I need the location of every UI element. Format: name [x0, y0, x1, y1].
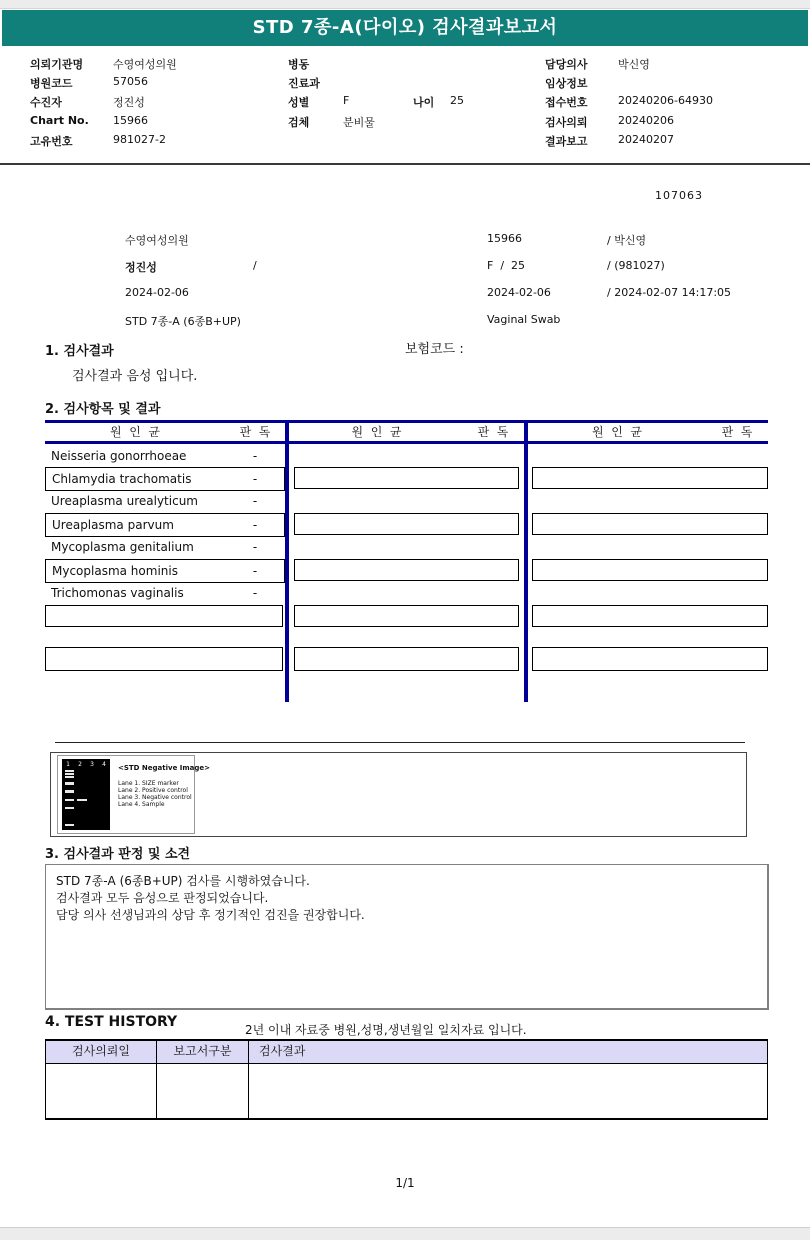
- history-header-result: 검사결과: [259, 1044, 306, 1058]
- comment-line: STD 7종-A (6종B+UP) 검사를 시행하였습니다.: [56, 874, 310, 888]
- gel-band: [65, 790, 74, 793]
- label-hospital-code: 병원코드: [30, 77, 73, 90]
- pathogen-name: Neisseria gonorrhoeae: [51, 449, 187, 463]
- history-cell: [157, 1064, 249, 1118]
- section1-result-text: 검사결과 음성 입니다.: [72, 369, 198, 384]
- lane-number: 2: [78, 761, 82, 768]
- history-note: 2년 이내 자료중 병원,성명,생년월일 일치자료 입니다.: [245, 1023, 527, 1037]
- summary-receipt-date: 2024-02-06: [487, 286, 551, 299]
- summary-birth: / (981027): [607, 259, 665, 272]
- gel-band: [65, 807, 74, 809]
- result-table: [45, 420, 768, 712]
- summary-name-slash: /: [253, 259, 257, 272]
- summary-test-name: STD 7종-A (6종B+UP): [125, 315, 241, 328]
- empty-result-box: [532, 605, 768, 627]
- gel-image-frame: [57, 755, 211, 834]
- gel-legend-line: Lane 1. SIZE marker: [118, 780, 179, 787]
- gel-band: [65, 776, 74, 778]
- value-doctor: 박신영: [618, 58, 650, 71]
- value-hospital-code: 57056: [113, 75, 148, 88]
- empty-result-box: [294, 605, 519, 627]
- gel-band: [65, 799, 74, 801]
- pathogen-result: -: [252, 540, 258, 554]
- col2-header-pathogen: 원 인 균: [351, 425, 402, 439]
- table-top-line: [45, 420, 768, 423]
- history-header-row: [45, 1039, 768, 1064]
- pathogen-name: Mycoplasma hominis: [52, 564, 178, 578]
- gel-legend-line: Lane 4. Sample: [118, 801, 165, 808]
- label-age: 나이: [413, 96, 435, 109]
- table-divider-1: [285, 420, 289, 702]
- comment-box: [45, 864, 769, 1010]
- header-separator: [0, 163, 810, 165]
- summary-doctor: / 박신영: [607, 234, 647, 247]
- pathogen-result: -: [252, 494, 258, 508]
- lane-number: 3: [90, 761, 94, 768]
- insurance-code-label: 보험코드 :: [405, 342, 464, 357]
- empty-result-box: [294, 467, 519, 489]
- value-receipt-no: 20240206-64930: [618, 94, 713, 107]
- doc-number: 107063: [655, 189, 703, 202]
- pathogen-result: -: [252, 449, 258, 463]
- pathogen-row: [45, 536, 285, 558]
- table-divider-2: [524, 420, 528, 702]
- label-sex: 성별: [288, 96, 310, 109]
- pathogen-name: Trichomonas vaginalis: [51, 586, 184, 600]
- gel-legend-line: Lane 2. Positive control: [118, 787, 188, 794]
- history-cell: [249, 1064, 767, 1118]
- summary-patient-name: 정진성: [125, 261, 157, 274]
- value-chart-no: 15966: [113, 114, 148, 127]
- label-chart-no: Chart No.: [30, 114, 89, 127]
- pathogen-name: Ureaplasma parvum: [52, 518, 174, 532]
- history-table: [45, 1039, 768, 1119]
- pathogen-row: [45, 513, 285, 537]
- pathogen-row: [45, 559, 285, 583]
- pathogen-row: [45, 467, 285, 491]
- pathogen-row: [45, 445, 285, 467]
- pathogen-name: Chlamydia trachomatis: [52, 472, 192, 486]
- summary-specimen: Vaginal Swab: [487, 313, 561, 326]
- history-cell: [46, 1064, 157, 1118]
- summary-sex-age: F / 25: [487, 259, 526, 272]
- history-empty-row: [45, 1064, 768, 1120]
- empty-result-box: [532, 559, 768, 581]
- comment-line: 담당 의사 선생님과의 상담 후 정기적인 검진을 권장합니다.: [56, 908, 365, 922]
- report-title: STD 7종-A(다이오) 검사결과보고서: [252, 17, 558, 38]
- empty-result-box: [532, 467, 768, 489]
- gel-legend-line: Lane 3. Negative control: [118, 794, 192, 801]
- pathogen-result: -: [252, 564, 258, 578]
- label-specimen: 검체: [288, 116, 310, 129]
- value-age: 25: [450, 94, 464, 107]
- empty-result-box: [294, 647, 519, 671]
- label-receipt-no: 접수번호: [545, 96, 588, 109]
- value-result-report: 20240207: [618, 133, 674, 146]
- col1-header-pathogen: 원 인 균: [109, 425, 161, 439]
- report-title-bar: [2, 10, 808, 46]
- gel-section-box: [50, 752, 747, 837]
- pathogen-name: Ureaplasma urealyticum: [51, 494, 198, 508]
- value-specimen: 분비물: [343, 116, 375, 129]
- value-patient: 정진성: [113, 96, 145, 109]
- section4-heading: 4. TEST HISTORY: [45, 1014, 178, 1030]
- value-unique-no: 981027-2: [113, 133, 166, 146]
- summary-chart-no: 15966: [487, 232, 522, 245]
- comment-line: 검사결과 모두 음성으로 판정되었습니다.: [56, 891, 269, 905]
- pathogen-result: -: [252, 472, 258, 486]
- summary-request-date: 2024-02-06: [125, 286, 189, 299]
- label-unique-no: 고유번호: [30, 135, 73, 148]
- gel-band: [65, 770, 74, 772]
- value-sex: F: [343, 94, 350, 107]
- gel-band: [65, 824, 74, 826]
- col1-header-reading: 판 독: [239, 425, 271, 439]
- empty-result-box: [45, 647, 283, 671]
- history-header-request-date: 검사의뢰일: [46, 1041, 157, 1063]
- label-test-request: 검사의뢰: [545, 116, 588, 129]
- col3-header-reading: 판 독: [721, 425, 753, 439]
- summary-hospital: 수영여성의원: [125, 234, 189, 247]
- top-edge-strip: [0, 0, 810, 9]
- summary-report-datetime: / 2024-02-07 14:17:05: [607, 286, 732, 299]
- table-header-line: [45, 441, 768, 444]
- label-doctor: 담당의사: [545, 58, 588, 71]
- gel-band: [65, 773, 74, 775]
- pathogen-name: Mycoplasma genitalium: [51, 540, 194, 554]
- gel-electrophoresis-image: [62, 759, 110, 830]
- section3-heading: 3. 검사결과 판정 및 소견: [45, 847, 191, 862]
- bottom-edge-strip: [0, 1227, 810, 1240]
- section1-heading: 1. 검사결과: [45, 344, 114, 359]
- gel-separator-line: [55, 742, 745, 743]
- label-patient: 수진자: [30, 96, 62, 109]
- value-test-request: 20240206: [618, 114, 674, 127]
- label-clinical-info: 임상정보: [545, 77, 588, 90]
- gel-caption: <STD Negative Image>: [118, 764, 211, 772]
- pathogen-row: [45, 582, 285, 604]
- empty-result-box: [532, 513, 768, 535]
- lane-number: 4: [102, 761, 106, 768]
- page-number: 1/1: [395, 1176, 415, 1190]
- empty-result-box: [532, 647, 768, 671]
- gel-sample-band: [77, 799, 87, 801]
- pathogen-result: -: [252, 586, 258, 600]
- gel-band: [65, 782, 74, 785]
- label-dept: 진료과: [288, 77, 320, 90]
- label-requesting-org: 의뢰기관명: [30, 58, 84, 71]
- label-result-report: 결과보고: [545, 135, 588, 148]
- history-header-report-type: 보고서구분: [157, 1041, 249, 1063]
- empty-result-box: [45, 605, 283, 627]
- empty-result-box: [294, 559, 519, 581]
- section2-heading: 2. 검사항목 및 결과: [45, 402, 161, 417]
- empty-result-box: [294, 513, 519, 535]
- pathogen-result: -: [252, 518, 258, 532]
- value-requesting-org: 수영여성의원: [113, 58, 177, 71]
- col2-header-reading: 판 독: [477, 425, 509, 439]
- lane-number: 1: [66, 761, 70, 768]
- col3-header-pathogen: 원 인 균: [591, 425, 643, 439]
- pathogen-row: [45, 490, 285, 512]
- label-ward: 병동: [288, 58, 310, 71]
